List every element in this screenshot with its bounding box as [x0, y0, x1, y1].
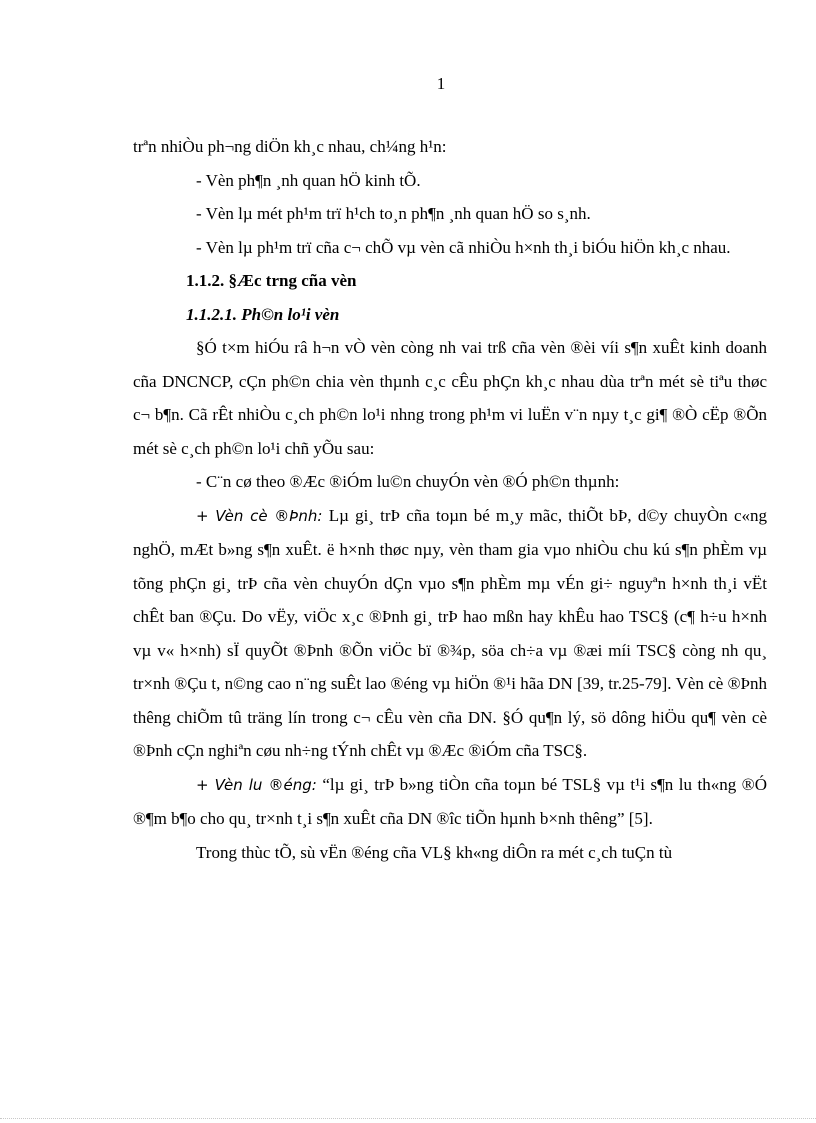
- paragraph: [133, 768, 767, 836]
- page-number: 1: [436, 74, 446, 93]
- term-label: + Vèn lu ®éng:: [196, 775, 317, 794]
- document-body: [133, 130, 767, 869]
- paragraph: §Ó t×m hiÓu râ h¬n vÒ vèn còng nh vai trß cña vèn ®èi víi s¶n xuÊt kinh doanh cña DNCNCP, cÇn ph©n chia vèn thµnh c¸c cÊu phÇn kh¸c nhau dùa trªn mét sè tiªu thøc c¬ b¶n. Cã rÊt nhiÒu c¸ch ph©n lo¹i nhng trong ph¹m vi luËn v¨n nµy t¸c gi¶ ®Ò cËp ®Õn mét sè c¸ch ph©n lo¹i chñ yÕu sau:: [133, 338, 767, 458]
- term-text: Lµ gi¸ trÞ cña toµn bé m¸y mãc, thiÕt bÞ, d©y chuyÒn c«ng nghÖ, mÆt b»ng s¶n xuÊt. ë h×nh thøc nµy, vèn tham gia vµo nhiÒu chu kú s¶n phÈm vµ tõng phÇn gi¸ trÞ cña vèn chuyÓn dÇn vµo s¶n phÈm mµ vÉn gi÷ nguyªn h×nh th¸i vËt chÊt ban ®Çu. Do vËy, viÖc x¸c ®Þnh gi¸ trÞ hao mßn hay khÊu hao TSC§ (c¶ h÷u h×nh vµ v« h×nh) sÏ quyÕt ®Þnh ®Õn viÖc bï ®¾p, söa ch÷a vµ ®æi míi TSC§ còng nh qu¸ tr×nh ®Çu t, n©ng cao n¨ng suÊt lao ®éng vµ hiÖn ®¹i hãa DN [39, tr.25-79]. Vèn cè ®Þnh thêng chiÕm tû träng lín trong c¬ cÊu vèn cña DN. §Ó qu¶n lý, sö dông hiÖu qu¶ vèn cè ®Þnh cÇn nghiªn cøu nh÷ng tÝnh chÊt vµ ®Æc ®iÓm cña TSC§.: [133, 505, 767, 760]
- paragraph: - Vèn lµ mét ph¹m trï h¹ch to¸n ph¶n ¸nh quan hÖ so s¸nh.: [196, 204, 591, 223]
- term-label: + Vèn cè ®Þnh:: [196, 506, 323, 525]
- paragraph: trªn nhiÒu ph¬ng diÖn kh¸c nhau, ch¼ng h¹n:: [133, 137, 447, 156]
- paragraph: Trong thùc tÕ, sù vËn ®éng cña VL§ kh«ng diÔn ra mét c¸ch tuÇn tù: [196, 842, 673, 862]
- page-bottom-divider: [0, 1118, 816, 1119]
- term-text: “lµ gi¸ trÞ b»ng tiÒn cña toµn bé TSL§ vµ t¹i s¶n lu th«ng ®Ó ®¶m b¶o cho qu¸ tr×nh t¸i s¶n xuÊt cña DN ®îc tiÕn hµnh b×nh thêng” [5].: [133, 774, 767, 828]
- paragraph: - C¨n cø theo ®Æc ®iÓm lu©n chuyÓn vèn ®Ó ph©n thµnh:: [196, 472, 620, 491]
- paragraph: - Vèn lµ ph¹m trï cña c¬ chÕ vµ vèn cã nhiÒu h×nh th¸i biÓu hiÖn kh¸c nhau.: [196, 237, 731, 257]
- section-heading: 1.1.2. §Æc trng cña vèn: [186, 271, 357, 290]
- paragraph: [133, 499, 767, 768]
- subsection-heading: 1.1.2.1. Ph©n lo¹i vèn: [186, 304, 340, 324]
- paragraph: - Vèn ph¶n ¸nh quan hÖ kinh tÕ.: [196, 170, 421, 190]
